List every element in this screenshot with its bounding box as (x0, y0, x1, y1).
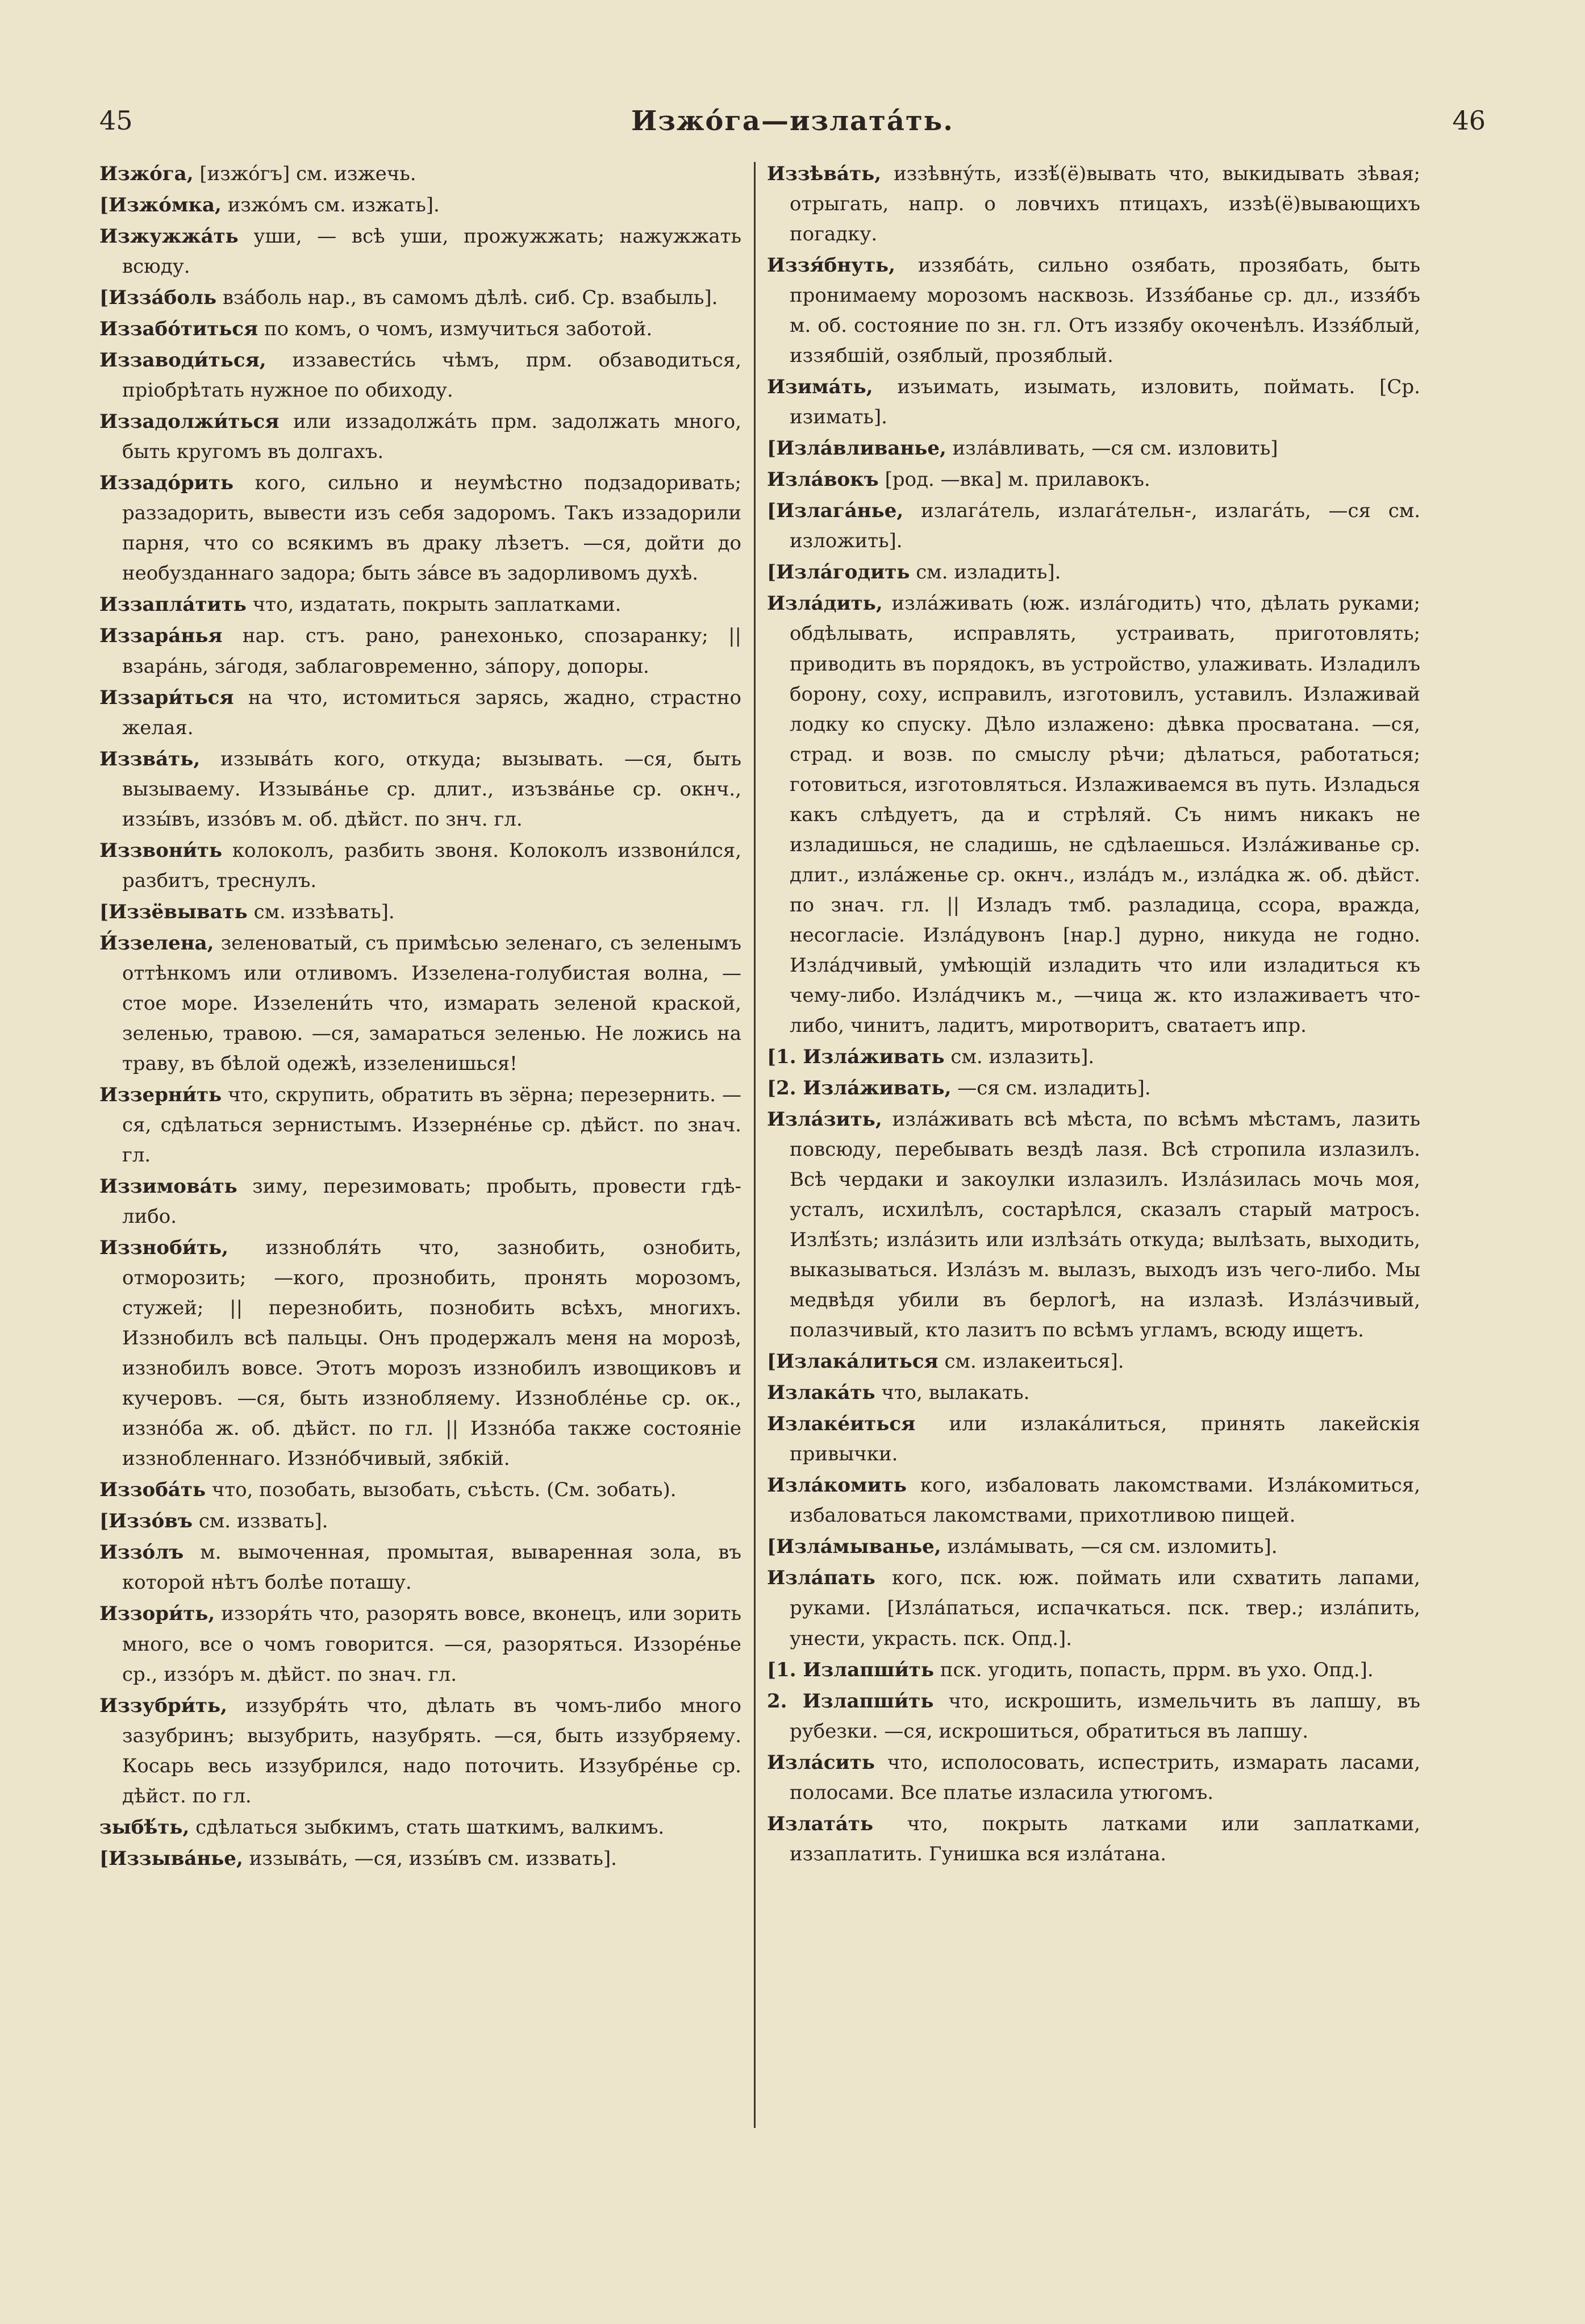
dictionary-entry (767, 1347, 1420, 1377)
dictionary-entry (99, 744, 741, 835)
dictionary-entry (99, 190, 741, 220)
dictionary-entry (99, 836, 741, 896)
dictionary-entry (767, 1532, 1420, 1562)
dictionary-entry (99, 407, 741, 467)
entry-definition: вза́боль нар., въ самомъ дѣлѣ. сиб. Ср. взабыль]. (222, 286, 718, 310)
entry-definition: иззяба́ть, сильно озябать, прозябать, быть пронимаему морозомъ насквозь. Иззя́банье ср. дл., иззя́бъ м. об. состояние по зн. гл. Отъ иззябу окоченѣлъ. Иззя́блый, иззябшій, озяблый, прозяблый. (790, 254, 1420, 368)
entry-headword: И́ззелена, (99, 931, 214, 955)
entry-headword: [Излака́литься (767, 1350, 939, 1373)
entry-headword: Изима́ть, (767, 376, 873, 399)
entry-headword: Излака́ть (767, 1381, 875, 1405)
dictionary-entry (767, 465, 1420, 495)
entry-headword: Иззимова́ть (99, 1175, 237, 1198)
entry-headword: [Иззо́въ (99, 1510, 193, 1533)
entry-definition: см. иззвать]. (198, 1510, 328, 1533)
entry-definition: иззнобля́ть что, зазнобить, ознобить, отморозить; —кого, прознобить, пронять морозомъ, стужей; || перезнобить, познобить всѣхъ, многихъ. Иззнобилъ всѣ пальцы. Онъ продержалъ меня на морозѣ, иззнобилъ вовсе. Этотъ морозъ иззнобилъ извощиковъ и кучеровъ. —ся, быть иззнобляему. Иззнобле́нье ср. ок., иззно́ба ж. об. дѣйст. по гл. || Иззно́ба также состояніе иззнобленнаго. Иззно́бчивый, зябкій. (122, 1236, 741, 1471)
entry-headword: Изла́сить (767, 1751, 875, 1774)
entry-definition: зеленоватый, съ примѣсью зеленаго, съ зеленымъ оттѣнкомъ или отливомъ. Иззелена-голубистая волна, —стое море. Иззелени́ть что, измарать зеленой краской, зеленью, травою. —ся, замараться зеленью. Не ложись на траву, въ бѣлой одежѣ, иззеленишься! (122, 931, 741, 1075)
page-number-left: 45 (99, 105, 133, 136)
entry-definition: см. излазить]. (950, 1045, 1095, 1068)
dictionary-entry (767, 1409, 1420, 1469)
entry-definition: колоколъ, разбить звоня. Колоколъ иззвони́лся, разбитъ, треснулъ. (122, 839, 741, 892)
entry-definition: кого, избаловать лакомствами. Изла́комиться, избаловаться лакомствами, прихотливою пищей. (790, 1474, 1420, 1527)
left-column (99, 159, 741, 2279)
entry-definition: иззыва́ть, —ся, иззы́въ см. иззвать]. (249, 1847, 617, 1870)
dictionary-entry (767, 557, 1420, 588)
dictionary-entry (767, 372, 1420, 432)
dictionary-entry (767, 496, 1420, 556)
dictionary-entry (99, 928, 741, 1079)
dictionary-entry (767, 1686, 1420, 1747)
entry-definition: изжо́мъ см. изжать]. (227, 194, 440, 217)
dictionary-entry (99, 621, 741, 681)
entry-definition: по комъ, о чомъ, измучиться заботой. (264, 318, 653, 341)
entry-definition: или излака́литься, принять лакейскія привычки. (790, 1413, 1420, 1466)
dictionary-entry (99, 1475, 741, 1505)
dictionary-entry (99, 590, 741, 620)
dictionary-entry (99, 159, 741, 189)
dictionary-entry (767, 1563, 1420, 1654)
entry-definition: уши, — всѣ уши, прожужжать; нажужжать всюду. (122, 225, 741, 278)
entry-headword: Иззвони́ть (99, 839, 223, 862)
entry-definition: пск. угодить, попасть, пррм. въ ухо. Опд.]. (940, 1658, 1374, 1681)
entry-headword: Иззва́ть, (99, 747, 201, 770)
entry-definition: иззубря́ть что, дѣлать въ чомъ-либо много зазубринъ; вызубрить, назубрять. —ся, быть иззубряему. Косарь весь иззубрился, надо поточить. Иззубре́нье ср. дѣйст. по гл. (122, 1694, 741, 1807)
dictionary-entry (99, 314, 741, 344)
entry-headword: [Изла́вливанье, (767, 437, 946, 460)
entry-headword: [Иззёвывать (99, 900, 248, 923)
entry-headword: [1. Излапши́ть (767, 1658, 935, 1681)
dictionary-entry (99, 222, 741, 282)
dictionary-entry (99, 1080, 741, 1171)
entry-headword: Изжужжа́ть (99, 225, 239, 248)
entry-headword: [Иззыва́нье, (99, 1847, 243, 1870)
entry-headword: Иззя́бнуть, (767, 254, 895, 277)
entry-definition: что, исполосовать, испестрить, измарать ласами, полосами. Все платье изласила утюгомъ. (790, 1751, 1420, 1804)
dictionary-entry (99, 1506, 741, 1536)
entry-headword: Иззара́нья (99, 624, 223, 648)
entry-definition: изла́мывать, —ся см. изломить]. (947, 1535, 1278, 1559)
entry-headword: Изла́комить (767, 1474, 907, 1497)
entry-headword: [2. Изла́живать, (767, 1076, 952, 1099)
column-divider (754, 162, 756, 2128)
dictionary-entry (99, 468, 741, 589)
entry-headword: Иззадо́рить (99, 472, 234, 495)
right-column (767, 159, 1420, 2279)
entry-headword: Иззадолжи́ться (99, 410, 280, 434)
dictionary-entry (767, 1105, 1420, 1346)
running-title: Изжо́га—излата́ть. (631, 105, 954, 137)
dictionary-entry (767, 251, 1420, 371)
entry-headword: Изла́зить, (767, 1107, 882, 1131)
entry-headword: Иззубри́ть, (99, 1694, 227, 1717)
dictionary-entry (99, 897, 741, 927)
entry-headword: [Излага́нье, (767, 499, 904, 523)
dictionary-entry (767, 159, 1420, 249)
entry-headword: зыбѣ́ть, (99, 1815, 190, 1839)
dictionary-entry (99, 1691, 741, 1811)
entry-headword: [Изла́мыванье, (767, 1535, 941, 1559)
entry-headword: Иззапла́тить (99, 593, 247, 617)
entry-definition: что, покрыть латками или заплатками, иззаплатить. Гунишка вся изла́тана. (790, 1812, 1420, 1865)
entry-definition: кого, сильно и неумѣстно подзадоривать; раззадорить, вывести изъ себя задоромъ. Такъ иззадорили парня, что со всякимъ въ драку лѣзетъ. —ся, дойти до необузданнаго задора; быть за́все въ задорливомъ духѣ. (122, 472, 741, 585)
entry-headword: Излата́ть (767, 1812, 874, 1835)
entry-headword: [Иззáболь (99, 286, 217, 310)
entry-headword: Иззабо́титься (99, 318, 258, 341)
dictionary-entry (767, 1748, 1420, 1808)
entry-headword: Иззаводи́ться, (99, 349, 266, 372)
entry-headword: [1. Изла́живать (767, 1045, 945, 1068)
entry-definition: изла́живать (юж. изла́годить) что, дѣлать руками; обдѣлывать, исправлять, устраивать, приготовлять; приводить въ порядокъ, въ устройство, улаживать. Изладилъ борону, соху, исправилъ, изготовилъ, уставилъ. Излаживай лодку ко спуску. Дѣло излажено: дѣвка просватана. —ся, страд. и возв. по смыслу рѣчи; дѣлаться, работаться; готовиться, изготовляться. Излаживаемся въ путь. Изладься какъ слѣдуетъ, да и стрѣляй. Съ нимъ никакъ не изладишься, не сладишь, не сдѣлаешься. Изла́живанье ср. длит., изла́женье ср. окнч., изла́дъ м., изла́дка ж. об. дѣйст. по знач. гл. || Изладъ тмб. разладица, ссора, вражда, несогласіе. Изла́дувонъ [нар.] дурно, никуда не годно. Изла́дчивый, умѣющій изладить что или изладиться къ чему-либо. Изла́дчикъ м., —чица ж. кто излаживаетъ что-либо, чинитъ, ладитъ, миротворитъ, сватаетъ ипр. (790, 592, 1420, 1037)
dictionary-entry (767, 1042, 1420, 1072)
entry-definition: что, вылакать. (881, 1381, 1030, 1405)
dictionary-entry (99, 345, 741, 406)
dictionary-entry (767, 1655, 1420, 1685)
entry-definition: кого, пск. юж. поймать или схватить лапами, руками. [Изла́паться, испачкаться. пск. твер.; изла́пить, унести, украсть. пск. Опд.]. (790, 1567, 1420, 1650)
entry-headword: Иззо́лъ (99, 1541, 184, 1564)
page-number-right: 46 (1452, 105, 1486, 136)
dictionary-entry (99, 1172, 741, 1232)
dictionary-entry (99, 1538, 741, 1598)
dictionary-entry (767, 1073, 1420, 1103)
entry-definition: сдѣлаться зыбкимъ, стать шаткимъ, валкимъ. (195, 1815, 665, 1839)
entry-definition: или иззадолжа́ть прм. задолжать много, быть кругомъ въ долгахъ. (122, 410, 741, 464)
dictionary-entry (99, 683, 741, 743)
entry-definition: иззоря́ть что, разорять вовсе, вконецъ, или зорить много, все о чомъ говорится. —ся, разоряться. Иззоре́нье ср., иззо́ръ м. дѣйст. по знач. гл. (122, 1602, 741, 1686)
entry-definition: нар. стъ. рано, ранехонько, спозаранку; || взара́нь, за́годя, заблаговременно, за́пору, допоры. (122, 624, 741, 678)
entry-definition: см. иззѣвать]. (253, 900, 395, 923)
entry-definition: иззыва́ть кого, откуда; вызывать. —ся, быть вызываему. Иззыва́нье ср. длит., изъзва́нье ср. окнч., иззы́въ, иззо́въ м. об. дѣйст. по знч. гл. (122, 747, 741, 831)
entry-headword: Изла́пать (767, 1567, 875, 1590)
entry-headword: Иззоба́ть (99, 1478, 206, 1502)
dictionary-entry (767, 1471, 1420, 1531)
entry-definition: на что, истомиться зарясь, жадно, страстно желая. (122, 686, 741, 739)
entry-definition: [род. —вка] м. прилавокъ. (885, 468, 1150, 492)
entry-headword: 2. Излапши́ть (767, 1689, 934, 1713)
entry-headword: Иззѣва́ть, (767, 163, 882, 185)
dictionary-entry (767, 434, 1420, 464)
entry-definition: м. вымоченная, промытая, вываренная зола, въ которой нѣтъ болѣе поташу. (122, 1541, 741, 1594)
dictionary-entry (767, 1378, 1420, 1408)
entry-headword: [Изжо́мка, (99, 194, 222, 217)
entry-definition: [изжо́гъ] см. изжечь. (199, 163, 416, 185)
entry-definition: что, искрошить, измельчить въ лапшу, въ рубезки. —ся, искрошиться, обратиться въ лапшу. (790, 1689, 1420, 1743)
entry-headword: Изжо́га, (99, 163, 194, 185)
entry-definition: изла́вливать, —ся см. изловить] (952, 437, 1278, 460)
dictionary-entry (99, 1813, 741, 1843)
dictionary-entry (767, 589, 1420, 1040)
dictionary-entry (99, 1599, 741, 1689)
entry-headword: Излаке́иться (767, 1413, 916, 1436)
entry-headword: Иззори́ть, (99, 1602, 215, 1626)
dictionary-entry (99, 1844, 741, 1874)
entry-definition: изла́живать всѣ мѣста, по всѣмъ мѣстамъ, лазить повсюду, перебывать вездѣ лазя. Всѣ стропила излазилъ. Всѣ чердаки и закоулки излазилъ. Изла́зилась мочь моя, усталъ, исхилѣлъ, состарѣлся, сказалъ старый матросъ. Излѣ́зть; изла́зить или излѣза́ть откуда; вылѣзать, выходить, выказываться. Изла́зъ м. вылазъ, выходъ изъ чего-либо. Мы медвѣдя убили въ берлогѣ, на излазѣ. Изла́зчивый, полазчивый, кто лазитъ по всѣмъ угламъ, всюду ищетъ. (790, 1107, 1420, 1342)
entry-definition: что, издатать, покрыть заплатками. (252, 593, 622, 617)
dictionary-entry (767, 1809, 1420, 1869)
entry-headword: Иззноби́ть, (99, 1236, 228, 1260)
dictionary-entry (99, 283, 741, 313)
page-header (99, 105, 1486, 151)
entry-definition: иззѣвну́ть, иззѣ́(ё)вывать что, выкидывать зѣвая; отрыгать, напр. о ловчихъ птицахъ, иззѣ(ё)вывающихъ погадку. (790, 163, 1420, 246)
entry-definition: что, скрупить, обратить въ зёрна; перезернить. —ся, сдѣлаться зернистымъ. Иззерне́нье ср. дѣйст. по знач. гл. (122, 1083, 741, 1167)
entry-headword: Иззари́ться (99, 686, 234, 709)
dictionary-entry (99, 1233, 741, 1474)
entry-headword: Изла́вокъ (767, 468, 879, 492)
entry-definition: см. излакеиться]. (944, 1350, 1124, 1373)
entry-definition: зиму, перезимовать; пробыть, провести гдѣ-либо. (122, 1175, 741, 1228)
entry-definition: изъимать, изымать, изловить, поймать. [Ср. изимать]. (790, 376, 1420, 429)
entry-definition: иззавести́сь чѣмъ, прм. обзаводиться, пріобрѣтать нужное по обиходу. (122, 349, 741, 402)
entry-definition: что, позобать, вызобать, съѣсть. (См. зобать). (211, 1478, 677, 1502)
entry-headword: Изла́дить, (767, 592, 883, 615)
entry-definition: —ся см. изладить]. (957, 1076, 1151, 1099)
entry-definition: см. изладить]. (916, 561, 1061, 584)
entry-headword: Иззерни́ть (99, 1083, 222, 1106)
entry-headword: [Изла́годить (767, 561, 910, 584)
entry-definition: излага́тель, излага́тельн-, излага́ть, —ся см. изложить]. (790, 499, 1420, 553)
